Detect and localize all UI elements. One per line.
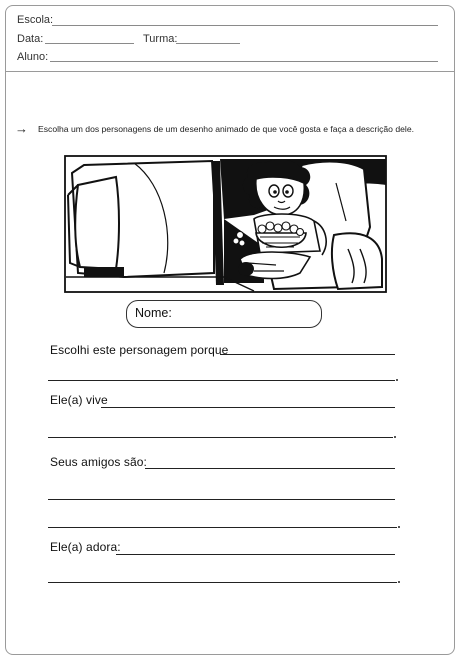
header-divider bbox=[6, 71, 454, 72]
student-label: Aluno: bbox=[17, 51, 49, 63]
tv-watching-illustration bbox=[64, 155, 387, 293]
instruction bbox=[15, 123, 415, 135]
instruction-text: Escolha um dos personagens de um desenho animado de que você gosta e faça a descrição dele. bbox=[38, 124, 414, 134]
question-4-answer-line-2[interactable] bbox=[48, 582, 397, 583]
line-end-dot bbox=[394, 436, 396, 438]
worksheet-frame bbox=[5, 5, 455, 655]
question-2-answer-line-2[interactable] bbox=[48, 437, 393, 438]
class-label: Turma: bbox=[143, 33, 178, 45]
question-2-answer-line[interactable] bbox=[101, 407, 395, 408]
right-arrow-icon: → bbox=[15, 121, 28, 136]
question-1-answer-line[interactable] bbox=[220, 354, 395, 355]
line-end-dot bbox=[396, 379, 398, 381]
question-2-prompt: Ele(a) vive bbox=[50, 393, 108, 407]
school-field-line[interactable] bbox=[52, 25, 438, 26]
date-field-line[interactable] bbox=[45, 43, 134, 44]
question-3-answer-line-2[interactable] bbox=[48, 499, 395, 500]
school-label: Escola: bbox=[17, 14, 54, 26]
question-1-prompt: Escolhi este personagem porque bbox=[50, 343, 229, 357]
name-field-box[interactable] bbox=[126, 300, 322, 328]
question-3-prompt: Seus amigos são: bbox=[50, 455, 147, 469]
tv-icon bbox=[68, 161, 224, 285]
name-label: Nome: bbox=[135, 306, 172, 320]
question-3-answer-line-3[interactable] bbox=[48, 527, 397, 528]
line-end-dot bbox=[398, 581, 400, 583]
question-3-answer-line[interactable] bbox=[145, 468, 395, 469]
line-end-dot bbox=[398, 526, 400, 528]
question-4-prompt: Ele(a) adora: bbox=[50, 540, 121, 554]
student-field-line[interactable] bbox=[50, 61, 438, 62]
question-1-answer-line-2[interactable] bbox=[48, 380, 395, 381]
question-4-answer-line[interactable] bbox=[116, 554, 395, 555]
class-field-line[interactable] bbox=[176, 43, 240, 44]
date-label: Data: bbox=[17, 33, 44, 45]
